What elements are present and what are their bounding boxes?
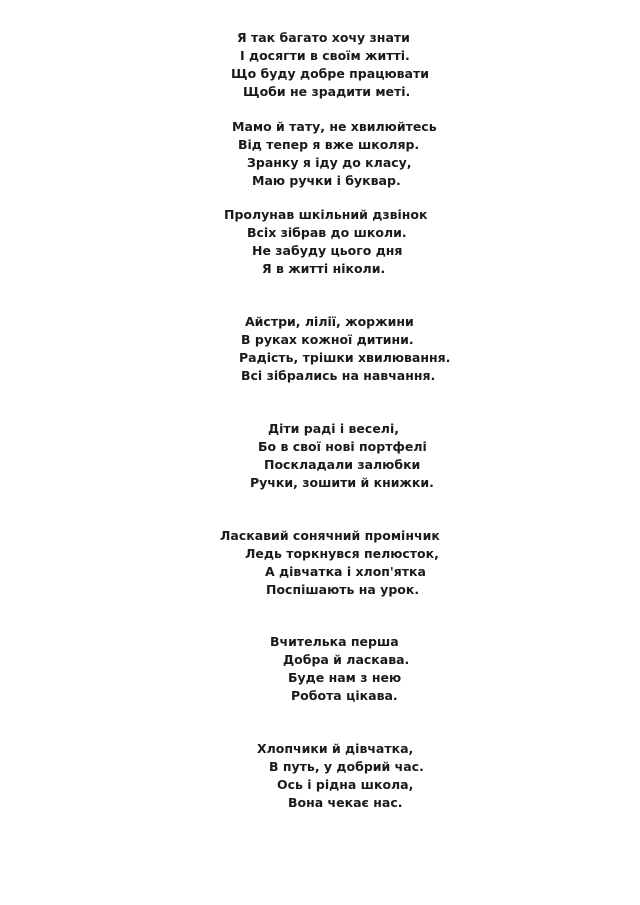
stanza-8-line-2: В путь, у добрий час. bbox=[269, 759, 424, 774]
stanza-4-line-2: В руках кожної дитини. bbox=[241, 332, 414, 347]
stanza-2-line-2: Від тепер я вже школяр. bbox=[238, 137, 420, 152]
stanza-1-line-2: І досягти в своїм житті. bbox=[240, 48, 410, 63]
stanza-1-line-3: Що буду добре працювати bbox=[231, 66, 429, 81]
stanza-6-line-3: А дівчатка і хлоп'ятка bbox=[265, 564, 426, 579]
stanza-3-line-3: Не забуду цього дня bbox=[252, 243, 403, 258]
stanza-8-line-4: Вона чекає нас. bbox=[288, 795, 403, 810]
stanza-3-line-2: Всіх зібрав до школи. bbox=[247, 225, 407, 240]
stanza-7-line-4: Робота цікава. bbox=[291, 688, 398, 703]
stanza-4-line-4: Всі зібрались на навчання. bbox=[241, 368, 436, 383]
stanza-7-line-2: Добра й ласкава. bbox=[283, 652, 410, 667]
stanza-4-line-3: Радість, трішки хвилювання. bbox=[239, 350, 451, 365]
stanza-3-line-4: Я в житті ніколи. bbox=[262, 261, 386, 276]
stanza-2-line-1: Мамо й тату, не хвилюйтесь bbox=[232, 119, 437, 134]
stanza-1-line-1: Я так багато хочу знати bbox=[237, 30, 410, 45]
stanza-2-line-4: Маю ручки і буквар. bbox=[252, 173, 401, 188]
stanza-6-line-2: Ледь торкнувся пелюсток, bbox=[245, 546, 439, 561]
stanza-7-line-1: Вчителька перша bbox=[270, 634, 399, 649]
stanza-8-line-1: Хлопчики й дівчатка, bbox=[257, 741, 414, 756]
stanza-5-line-1: Діти раді і веселі, bbox=[268, 421, 399, 436]
stanza-1-line-4: Щоби не зрадити меті. bbox=[243, 84, 411, 99]
stanza-3-line-1: Пролунав шкільний дзвінок bbox=[224, 207, 428, 222]
stanza-6-line-4: Поспішають на урок. bbox=[266, 582, 420, 597]
stanza-6-line-1: Ласкавий сонячний промінчик bbox=[220, 528, 440, 543]
stanza-4-line-1: Айстри, лілії, жоржини bbox=[245, 314, 414, 329]
stanza-2-line-3: Зранку я іду до класу, bbox=[247, 155, 412, 170]
stanza-5-line-3: Поскладали залюбки bbox=[264, 457, 421, 472]
stanza-7-line-3: Буде нам з нею bbox=[288, 670, 402, 685]
stanza-5-line-2: Бо в свої нові портфелі bbox=[258, 439, 427, 454]
stanza-5-line-4: Ручки, зошити й книжки. bbox=[250, 475, 434, 490]
stanza-8-line-3: Ось і рідна школа, bbox=[277, 777, 414, 792]
